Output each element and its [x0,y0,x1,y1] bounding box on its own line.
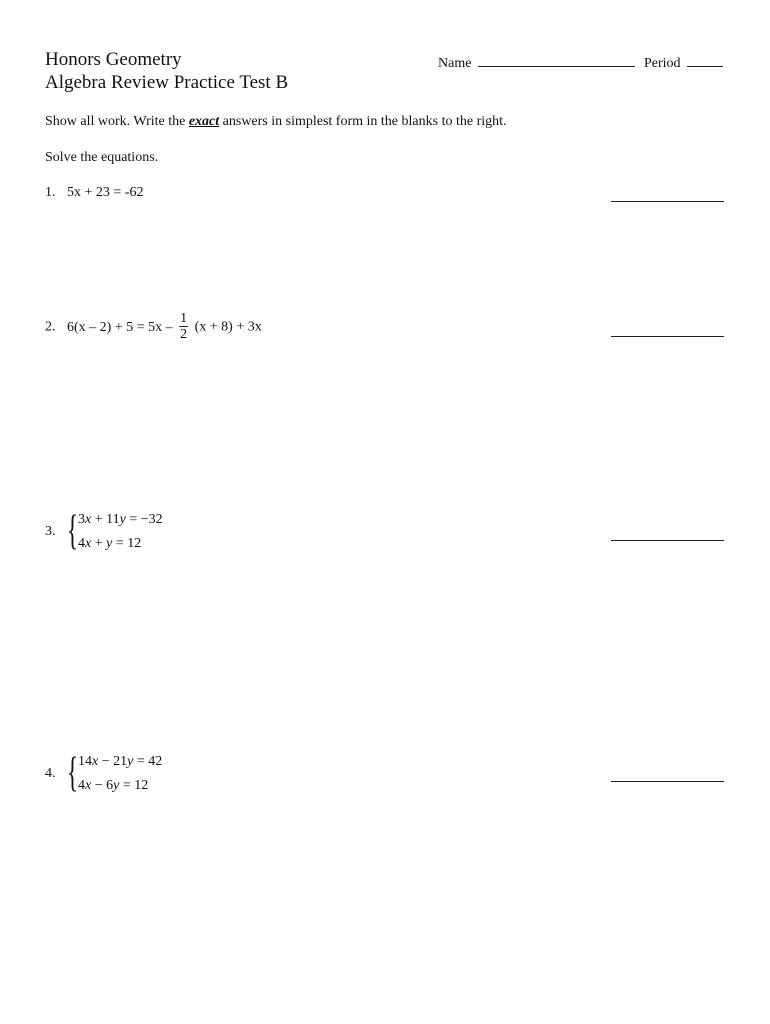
operator: + [94,536,103,551]
fraction-denominator: 2 [180,327,188,342]
coef-b: 6 [106,778,114,793]
period-blank[interactable] [687,53,723,67]
left-brace-icon: { [67,750,79,796]
coef-a: 3 [78,512,85,527]
name-blank[interactable] [478,53,635,67]
fraction-numerator: 1 [180,311,188,326]
name-label: Name [438,56,472,71]
var-y: y [127,754,134,769]
coef-a: 4 [78,536,85,551]
test-title: Algebra Review Practice Test B [45,72,289,93]
name-field[interactable] [438,53,635,72]
problem-equation-left: 6(x – 2) + 5 = 5x – [67,319,173,335]
var-x: x [92,754,99,769]
coef-b: 11 [106,512,120,527]
rhs: = 12 [115,536,142,551]
coef-a: 4 [78,778,85,793]
course-title: Honors Geometry [45,49,182,70]
period-field[interactable] [644,53,723,72]
answer-blank-1[interactable] [611,200,724,202]
section-heading: Solve the equations. [45,150,159,165]
problem-number: 3. [45,524,56,539]
coef-a: 14 [78,754,92,769]
system-equation-2 [78,778,148,794]
var-y: y [119,512,126,527]
system-equation-2 [78,536,141,552]
var-y: y [106,536,113,551]
operator: − [101,754,110,769]
var-x: x [85,778,92,793]
coef-b: 21 [113,754,128,769]
fraction-one-half [179,311,188,342]
instructions-text-2: answers in simplest form in the blanks to the right. [219,114,507,129]
problem-number: 1. [45,185,56,200]
problem-1 [45,185,143,201]
answer-blank-4[interactable] [611,780,724,782]
instructions [45,114,507,130]
answer-blank-3[interactable] [611,539,724,541]
rhs: = −32 [129,512,163,527]
var-y: y [113,778,120,793]
answer-blank-2[interactable] [611,335,724,337]
instructions-text-1: Show all work. Write the [45,114,189,129]
system-equation-1 [78,754,162,770]
problem-equation: 5x + 23 = -62 [67,185,144,200]
problem-equation-right: (x + 8) + 3x [194,319,262,335]
problem-number: 2. [45,319,56,335]
var-x: x [85,512,92,527]
left-brace-icon: { [67,508,79,554]
period-label: Period [644,56,681,71]
rhs: = 42 [136,754,163,769]
problem-number: 4. [45,766,56,781]
operator: − [94,778,103,793]
var-x: x [85,536,92,551]
rhs: = 12 [122,778,149,793]
instructions-emphasis: exact [188,114,220,129]
operator: + [94,512,103,527]
problem-2 [45,312,262,343]
system-equation-1 [78,512,163,528]
